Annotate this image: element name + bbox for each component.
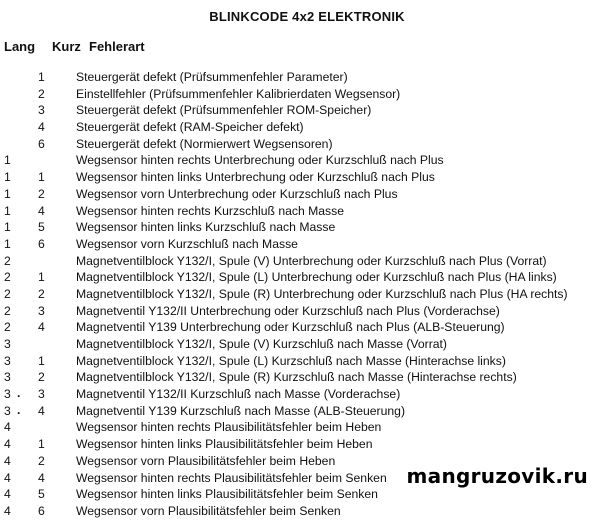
error-description: Wegsensor hinten links Plausibilitätsfehler beim Senken xyxy=(76,487,378,502)
lang-code: 1 xyxy=(4,220,11,235)
error-description: Einstellfehler (Prüfsummenfehler Kalibrierdaten Wegsensor) xyxy=(76,86,401,101)
table-row xyxy=(0,152,600,169)
error-description: Magnetventilblock Y132/I, Spule (V) Kurzschluß nach Masse (Vorrat) xyxy=(76,337,447,351)
error-description: Steuergerät defekt (Normierwert Wegsensoren) xyxy=(76,136,333,151)
lang-code: 3 xyxy=(4,403,11,418)
error-description: Magnetventilblock Y132/I, Spule (R) Kurzschluß nach Masse (Hinterachse rechts) xyxy=(76,370,517,385)
error-description: Wegsensor hinten rechts Unterbrechung oder Kurzschluß nach Plus xyxy=(76,153,444,168)
table-row xyxy=(0,436,600,453)
kurz-code: 5 xyxy=(38,220,45,235)
error-description: Wegsensor vorn Kurzschluß nach Masse xyxy=(76,236,298,251)
document-title: BLINKCODE 4x2 ELEKTRONIK xyxy=(209,9,405,24)
lang-code: 4 xyxy=(4,503,11,518)
table-row xyxy=(0,419,600,436)
kurz-code: 6 xyxy=(38,136,45,151)
error-description: Magnetventilblock Y132/I, Spule (R) Unterbrechung oder Kurzschluß nach Plus (HA rechts) xyxy=(76,286,568,301)
error-description: Wegsensor vorn Plausibilitätsfehler beim Heben xyxy=(76,453,336,468)
column-fehlerart: Fehlerart xyxy=(89,39,145,54)
lang-code: 2 xyxy=(4,320,11,335)
lang-code: 1 xyxy=(4,186,11,201)
error-description: Wegsensor hinten rechts Kurzschluß nach Masse xyxy=(76,203,345,218)
error-description: Wegsensor hinten links Plausibilitätsfehler beim Heben xyxy=(76,437,373,452)
error-description: Magnetventil Y139 Kurzschluß nach Masse (ALB-Steuerung) xyxy=(76,403,406,418)
error-description: Magnetventilblock Y132/I, Spule (L) Unterbrechung oder Kurzschluß nach Plus (HA links) xyxy=(76,270,557,285)
kurz-code: 4 xyxy=(38,470,45,485)
kurz-code: 1 xyxy=(38,353,45,368)
kurz-code: 3 xyxy=(38,303,45,318)
table-row xyxy=(0,319,600,336)
kurz-code: 1 xyxy=(38,170,45,185)
error-description: Wegsensor vorn Unterbrechung oder Kurzschluß nach Plus xyxy=(76,186,398,201)
kurz-code: 2 xyxy=(38,286,45,301)
kurz-code: 2 xyxy=(38,370,45,385)
kurz-code: 1 xyxy=(38,437,45,452)
table-row xyxy=(0,102,600,119)
table-row xyxy=(0,203,600,220)
table-row xyxy=(0,136,600,153)
table-row xyxy=(0,336,600,353)
kurz-code: 1 xyxy=(38,70,45,84)
table-row xyxy=(0,369,600,386)
table-row xyxy=(0,486,600,503)
error-description: Wegsensor hinten rechts Plausibilitätsfehler beim Heben xyxy=(76,420,382,435)
kurz-code: 2 xyxy=(38,186,45,201)
table-row xyxy=(0,286,600,303)
column-lang: Lang xyxy=(4,39,36,54)
lang-code: 2 xyxy=(4,253,11,268)
lang-code: 2 xyxy=(4,286,11,301)
lang-code: 3 xyxy=(4,370,11,385)
kurz-code: 4 xyxy=(38,203,45,218)
table-row xyxy=(0,303,600,320)
error-description: Steuergerät defekt (RAM-Speicher defekt) xyxy=(76,120,304,135)
error-description: Wegsensor hinten links Kurzschluß nach Masse xyxy=(76,220,336,235)
lang-code: 4 xyxy=(4,487,11,502)
kurz-code: 3 xyxy=(38,103,45,118)
lang-code: 2 xyxy=(4,270,11,285)
row-mark: . xyxy=(17,402,21,417)
table-row xyxy=(0,86,600,103)
error-description: Steuergerät defekt (Prüfsummenfehler ROM-Speicher) xyxy=(76,103,372,118)
table-row xyxy=(0,119,600,136)
error-description: Magnetventil Y132/II Kurzschluß nach Masse (Vorderachse) xyxy=(76,387,401,402)
table-row xyxy=(0,253,600,270)
lang-code: 4 xyxy=(4,437,11,452)
table-row xyxy=(0,169,600,186)
table-row xyxy=(0,386,600,403)
table-row xyxy=(0,236,600,253)
kurz-code: 2 xyxy=(38,453,45,468)
error-description: Magnetventilblock Y132/I, Spule (V) Unterbrechung oder Kurzschluß nach Plus (Vorrat) xyxy=(76,253,547,268)
row-mark: . xyxy=(17,386,21,401)
kurz-code: 2 xyxy=(38,86,45,101)
error-description: Magnetventilblock Y132/I, Spule (L) Kurzschluß nach Masse (Hinterachse links) xyxy=(76,353,506,368)
column-kurz: Kurz xyxy=(52,39,81,54)
error-description: Magnetventil Y132/II Unterbrechung oder Kurzschluß nach Plus (Vorderachse) xyxy=(76,303,500,318)
table-row xyxy=(0,403,600,420)
lang-code: 1 xyxy=(4,170,11,185)
kurz-code: 4 xyxy=(38,320,45,335)
lang-code: 4 xyxy=(4,470,11,485)
error-code-list xyxy=(0,69,600,520)
table-row xyxy=(0,219,600,236)
error-description: Magnetventil Y139 Unterbrechung oder Kurzschluß nach Plus (ALB-Steuerung) xyxy=(76,320,505,335)
table-row xyxy=(0,69,600,86)
kurz-code: 4 xyxy=(38,120,45,135)
table-row xyxy=(0,186,600,203)
error-description: Wegsensor hinten rechts Plausibilitätsfehler beim Senken xyxy=(76,470,387,485)
error-description: Wegsensor hinten links Unterbrechung oder Kurzschluß nach Plus xyxy=(76,170,435,185)
lang-code: 4 xyxy=(4,453,11,468)
watermark: mangruzovik.ru xyxy=(403,464,592,488)
lang-code: 1 xyxy=(4,153,11,168)
table-row xyxy=(0,269,600,286)
table-row xyxy=(0,353,600,370)
column-header xyxy=(4,39,145,54)
lang-code: 3 xyxy=(4,353,11,368)
table-row xyxy=(0,503,600,520)
lang-code: 3 xyxy=(4,387,11,402)
kurz-code: 1 xyxy=(38,270,45,285)
lang-code: 3 xyxy=(4,337,11,351)
kurz-code: 3 xyxy=(38,387,45,402)
kurz-code: 6 xyxy=(38,236,45,251)
lang-code: 1 xyxy=(4,203,11,218)
lang-code: 1 xyxy=(4,236,11,251)
kurz-code: 4 xyxy=(38,403,45,418)
lang-code: 4 xyxy=(4,420,11,435)
error-description: Wegsensor vorn Plausibilitätsfehler beim Senken xyxy=(76,503,341,518)
error-description: Steuergerät defekt (Prüfsummenfehler Parameter) xyxy=(76,70,348,84)
kurz-code: 5 xyxy=(38,487,45,502)
kurz-code: 6 xyxy=(38,503,45,518)
lang-code: 2 xyxy=(4,303,11,318)
